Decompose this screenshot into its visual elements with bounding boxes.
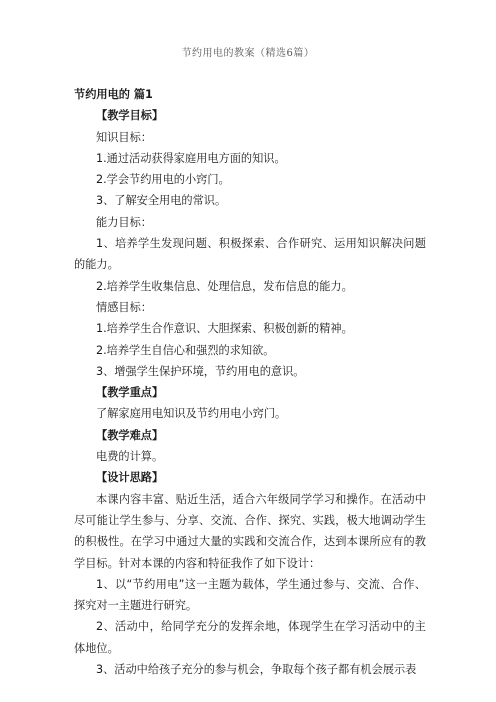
heading-teaching-focus: 【教学重点】: [96, 386, 164, 400]
section-title: 节约用电的 篇1: [74, 88, 153, 101]
emotion-goals-label: 情感目标：: [96, 300, 152, 314]
paragraph: 1、培养学生发现问题、积极探索、合作研究、运用知识解决问题的能力。: [74, 237, 426, 272]
paragraph: 2、活动中，给同学充分的发挥余地，体现学生在学习活动中的主体地位。: [74, 620, 426, 655]
text-line: 3、了解安全用电的常识。: [96, 194, 227, 208]
heading-teaching-goals: 【教学目标】: [96, 109, 164, 123]
document-header: 节约用电的教案（精选6篇）: [181, 48, 315, 59]
text-line: 1.通过活动获得家庭用电方面的知识。: [96, 151, 286, 165]
text-line: 2.学会节约用电的小窍门。: [96, 173, 230, 187]
paragraph: 1、以“节约用电”这一主题为载体，学生通过参与、交流、合作、探究对一主题进行研究。: [74, 577, 426, 613]
text-line: 2.培养学生自信心和强烈的求知欲。: [96, 343, 275, 357]
text-line: 2.培养学生收集信息、处理信息，发布信息的能力。: [96, 279, 353, 293]
knowledge-goals-label: 知识目标：: [96, 130, 152, 144]
paragraph-list: [74, 105, 426, 680]
paragraph: 本课内容丰富、贴近生活，适合六年级同学学习和操作。在活动中尽可能让学生参与、分享、交流、合作、探究、实践，极大地调动学生的积极性。在学习中通过大量的实践和交流合作，达到本课所应有的教学目标。针对本课的内容和特征我作了如下设计：: [74, 492, 426, 570]
text-line: 了解家庭用电知识及节约用电小窍门。: [96, 407, 287, 421]
document-body: [74, 84, 426, 680]
text-line: 1.培养学生合作意识、大胆探索、积极创新的精神。: [96, 322, 353, 336]
paragraph: 3、活动中给孩子充分的参与机会，争取每个孩子都有机会展示表: [96, 663, 417, 677]
text-line: 3、增强学生保护环境，节约用电的意识。: [96, 364, 305, 378]
text-line: 电费的计算。: [96, 450, 164, 464]
heading-design-ideas: 【设计思路】: [96, 471, 164, 485]
ability-goals-label: 能力目标：: [96, 215, 152, 229]
heading-teaching-difficulty: 【教学难点】: [96, 428, 164, 442]
